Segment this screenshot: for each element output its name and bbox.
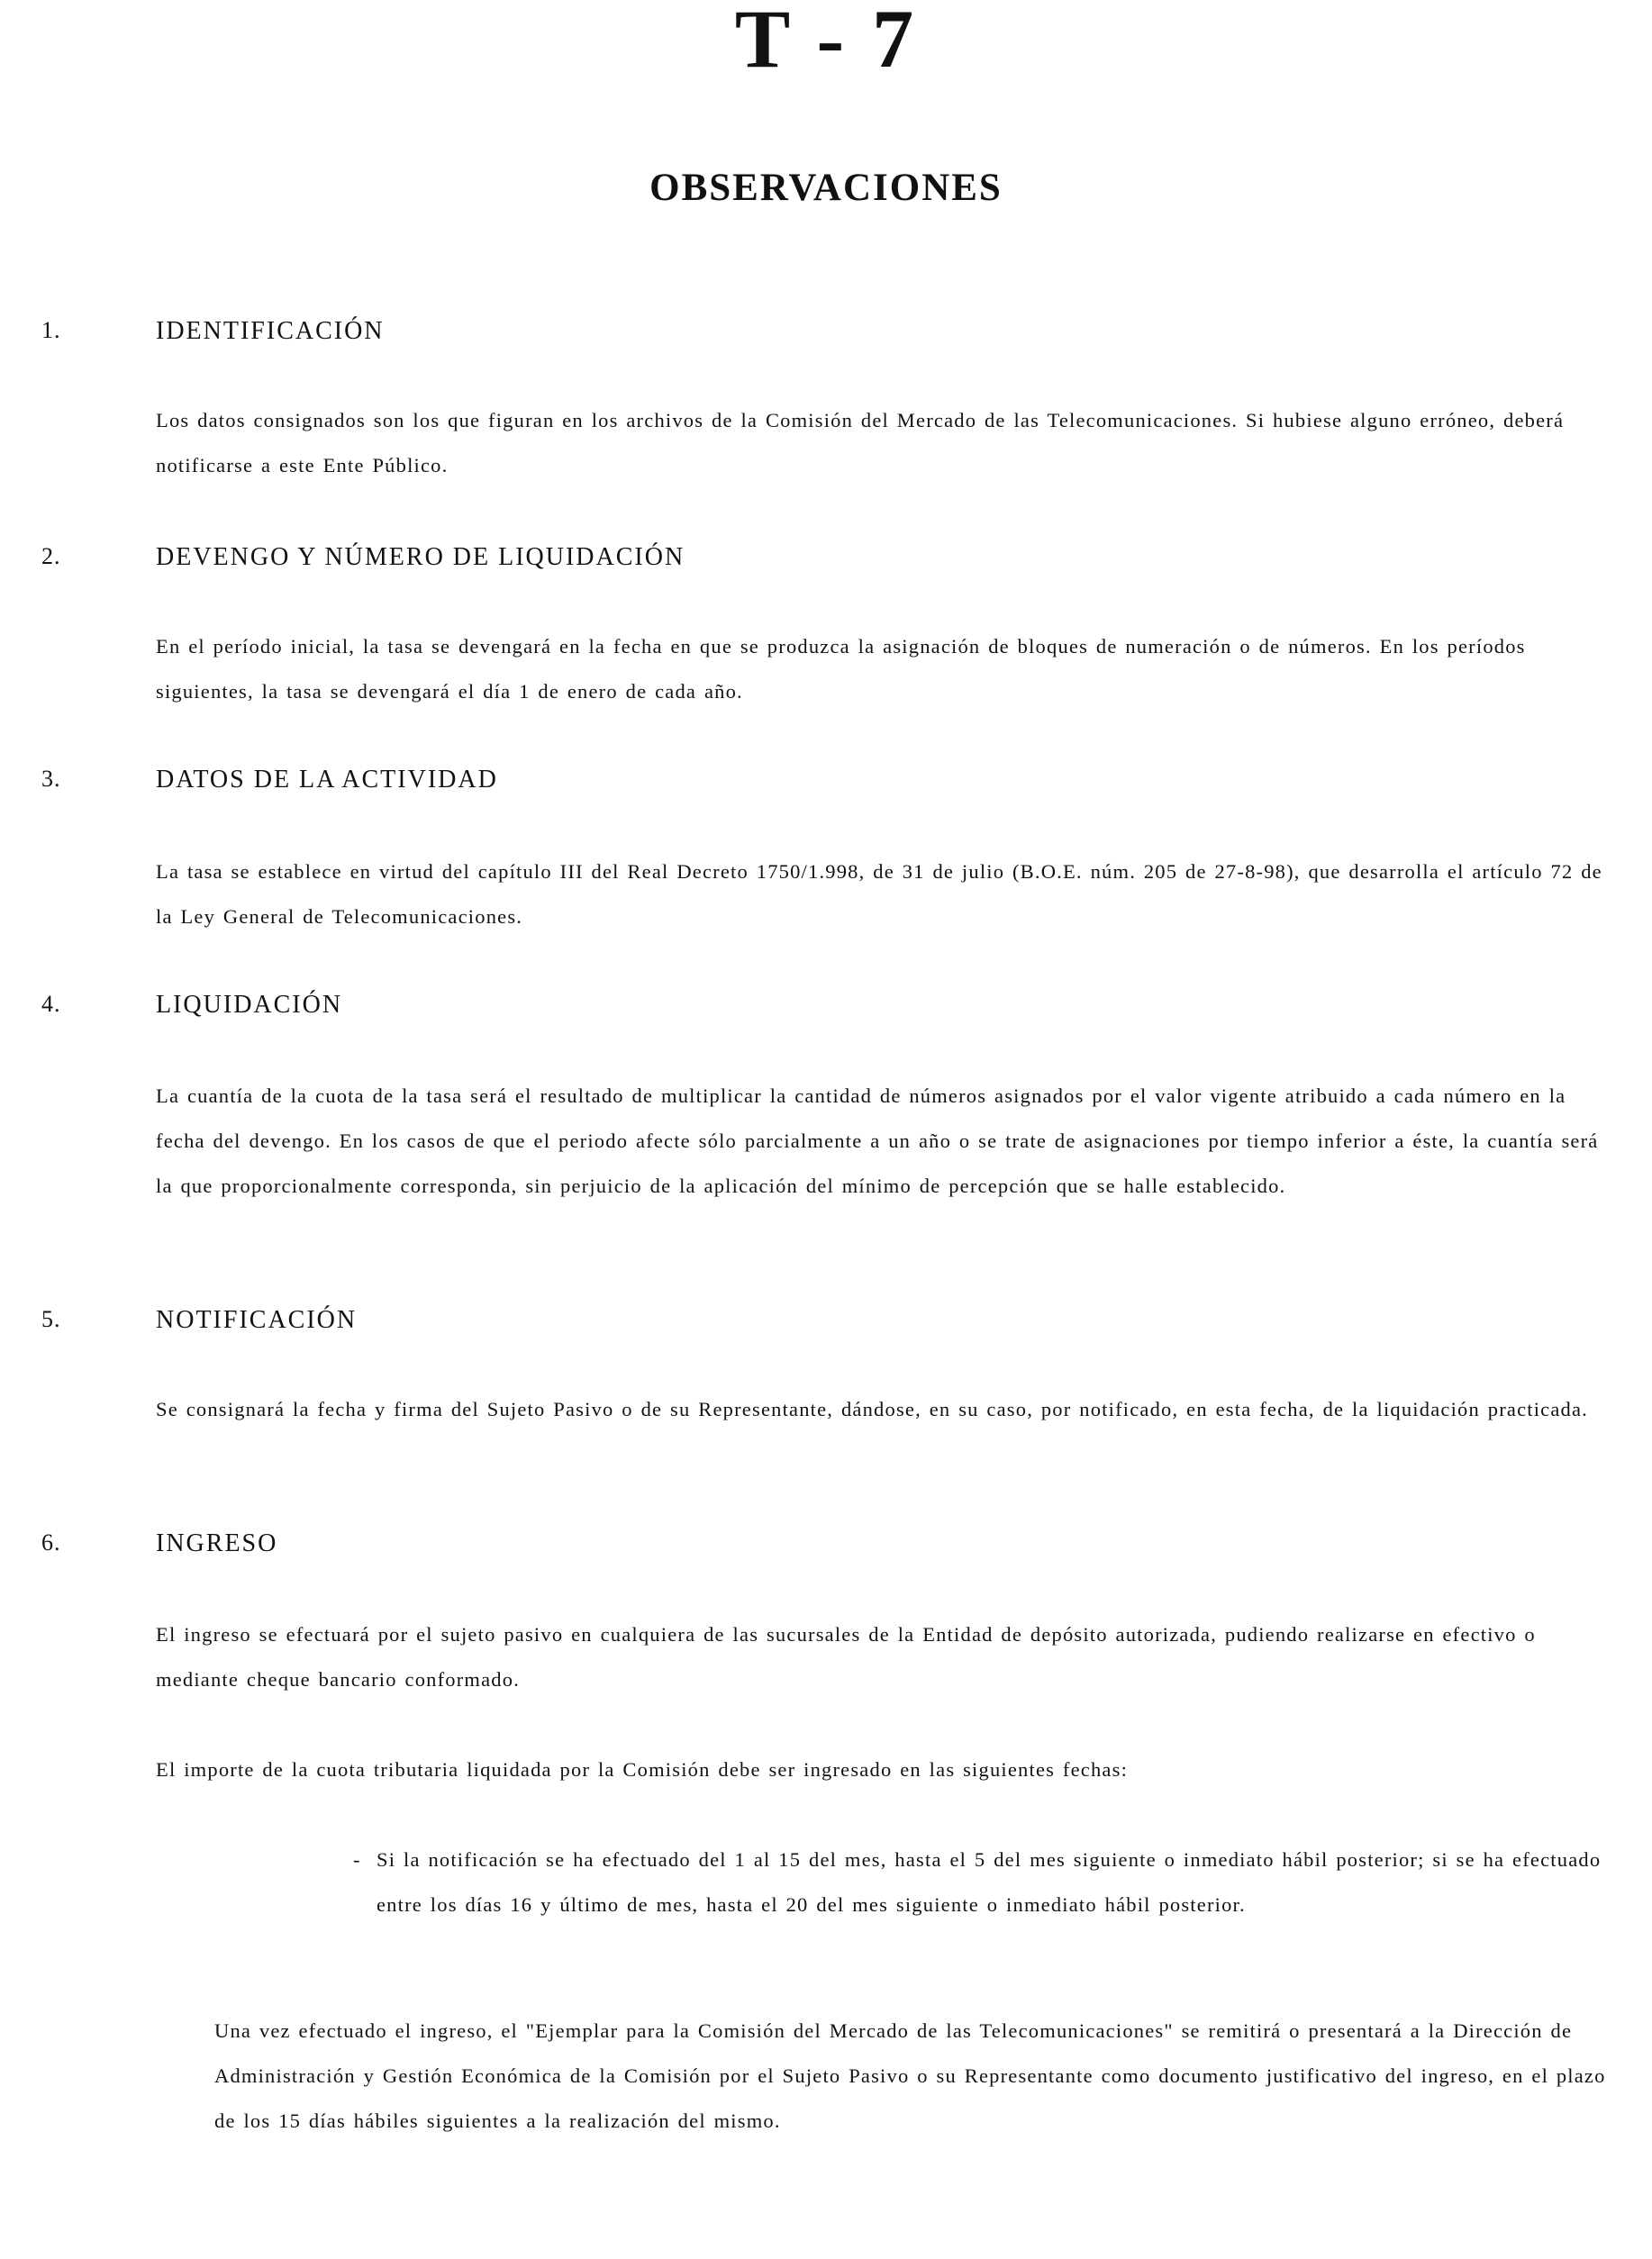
section-number: 6. [41, 1529, 61, 1556]
section-number: 3. [41, 766, 61, 792]
section-heading: NOTIFICACIÓN [156, 1306, 358, 1334]
section-heading: DATOS DE LA ACTIVIDAD [156, 766, 498, 794]
section-heading: DEVENGO Y NÚMERO DE LIQUIDACIÓN [156, 543, 685, 571]
section-number: 4. [41, 991, 61, 1017]
section-paragraph: Los datos consignados son los que figuran en los archivos de la Comisión del Mercado de las Telecomunicaciones. Si hubiese alguno erróneo, deberá notificarse a este Ente Público. [156, 409, 1565, 476]
closing-paragraph: Una vez efectuado el ingreso, el "Ejemplar para la Comisión del Mercado de las Telecomunicaciones" se remitirá o presentará a la Dirección de Administración y Gestión Económica de la Comisión por el Sujeto Pasivo o su Representante como documento justificativo del ingreso, en el plazo de los 15 días hábiles siguientes a la realización del mismo. [214, 2019, 1606, 2132]
section-number: 5. [41, 1306, 61, 1332]
section-paragraph: La cuantía de la cuota de la tasa será el resultado de multiplicar la cantidad de números asignados por el valor vigente atribuido a cada número en la fecha del devengo. En los casos de que el periodo afecte sólo parcialmente a un año o se trate de asignaciones por tiempo inferior a éste, la cuantía será la que proporcionalmente corresponda, sin perjuicio de la aplicación del mínimo de percepción que se halle establecido. [156, 1084, 1599, 1197]
section-number: 1. [41, 317, 61, 343]
section-number: 2. [41, 543, 61, 569]
section-paragraph: El ingreso se efectuará por el sujeto pasivo en cualquiera de las sucursales de la Entidad de depósito autorizada, pudiendo realizarse en efectivo o mediante cheque bancario conformado. [156, 1623, 1536, 1691]
section-paragraph: Se consignará la fecha y firma del Sujeto Pasivo o de su Representante, dándose, en su caso, por notificado, en esta fecha, de la liquidación practicada. [156, 1398, 1588, 1420]
form-code: T - 7 [734, 0, 918, 85]
section-heading: LIQUIDACIÓN [156, 991, 343, 1019]
section-paragraph: En el período inicial, la tasa se devengará en la fecha en que se produzca la asignación de bloques de numeración o de números. En los períodos siguientes, la tasa se devengará el día 1 de enero de cada año. [156, 635, 1526, 703]
bullet-dash: - [353, 1848, 360, 1871]
bullet-item: Si la notificación se ha efectuado del 1 al 15 del mes, hasta el 5 del mes siguiente o inmediato hábil posterior; si se ha efectuado entre los días 16 y último de mes, hasta el 20 del mes siguiente o inmediato hábil posterior. [377, 1848, 1602, 1916]
section-paragraph: El importe de la cuota tributaria liquidada por la Comisión debe ser ingresado en las siguientes fechas: [156, 1758, 1129, 1781]
section-heading: IDENTIFICACIÓN [156, 317, 385, 345]
section-paragraph: La tasa se establece en virtud del capítulo III del Real Decreto 1750/1.998, de 31 de julio (B.O.E. núm. 205 de 27-8-98), que desarrolla el artículo 72 de la Ley General de Telecomunicaciones. [156, 860, 1602, 928]
page-title: OBSERVACIONES [649, 167, 1003, 209]
section-heading: INGRESO [156, 1529, 278, 1557]
